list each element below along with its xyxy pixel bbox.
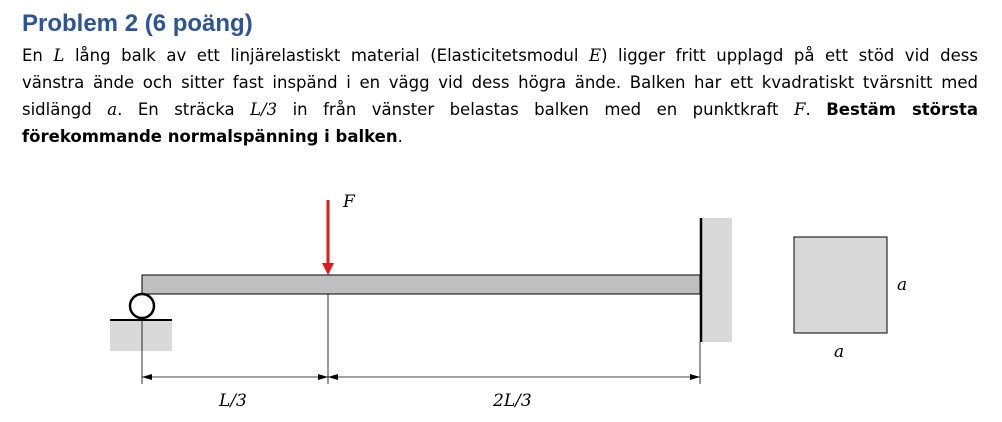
beam <box>142 275 700 294</box>
section-bottom-label: a <box>834 342 845 362</box>
text-segment: . En sträcka <box>117 100 251 119</box>
force-label: F <box>343 192 355 212</box>
symbol-E: E <box>589 46 602 65</box>
symbol-a: a <box>107 100 118 119</box>
symbol-L: L <box>53 46 65 65</box>
dimension-right <box>328 374 700 411</box>
symbol-F: F <box>794 100 806 119</box>
fixed-wall <box>701 218 732 342</box>
symbol-L-third: L/3 <box>250 100 278 119</box>
support-roller <box>130 294 154 318</box>
text-segment: in från vänster belastas balken med en punktkraft <box>277 100 794 119</box>
text-segment: En <box>22 46 54 65</box>
dimension-arrow <box>328 374 338 380</box>
text-segment: vänstra ände och sitter fast inspänd i en vägg vid dess högra ände. Balken har ett kvadratiskt tvärsnitt med <box>22 73 978 92</box>
bold-task-end: förekommande normalspänning i balken <box>22 127 398 146</box>
text-segment: . <box>397 127 403 146</box>
dimension-left <box>142 374 328 411</box>
dimension-arrow <box>142 374 152 380</box>
cross-section <box>794 237 907 362</box>
bold-task-start: Bestäm största <box>826 100 978 119</box>
dimension-arrow <box>318 374 328 380</box>
wall-hatch <box>702 218 732 342</box>
problem-title: Problem 2 (6 poäng) <box>22 10 253 37</box>
dimension-label-right: 2L/3 <box>493 391 532 411</box>
text-segment: . <box>805 100 827 119</box>
section-side-label: a <box>897 275 908 295</box>
force-arrow <box>322 192 356 275</box>
force-arrow-head <box>322 263 334 275</box>
text-segment: sidlängd <box>22 100 108 119</box>
text-segment: lång balk av ett linjärelastiskt material (Elasticitetsmodul <box>64 46 590 65</box>
cross-section-square <box>794 237 887 333</box>
roller-support <box>110 294 172 351</box>
text-segment: ) ligger fritt upplagd på ett stöd vid dess <box>601 46 978 65</box>
dimension-label-left: L/3 <box>219 391 247 411</box>
support-ground <box>110 320 172 351</box>
dimension-arrow <box>690 374 700 380</box>
